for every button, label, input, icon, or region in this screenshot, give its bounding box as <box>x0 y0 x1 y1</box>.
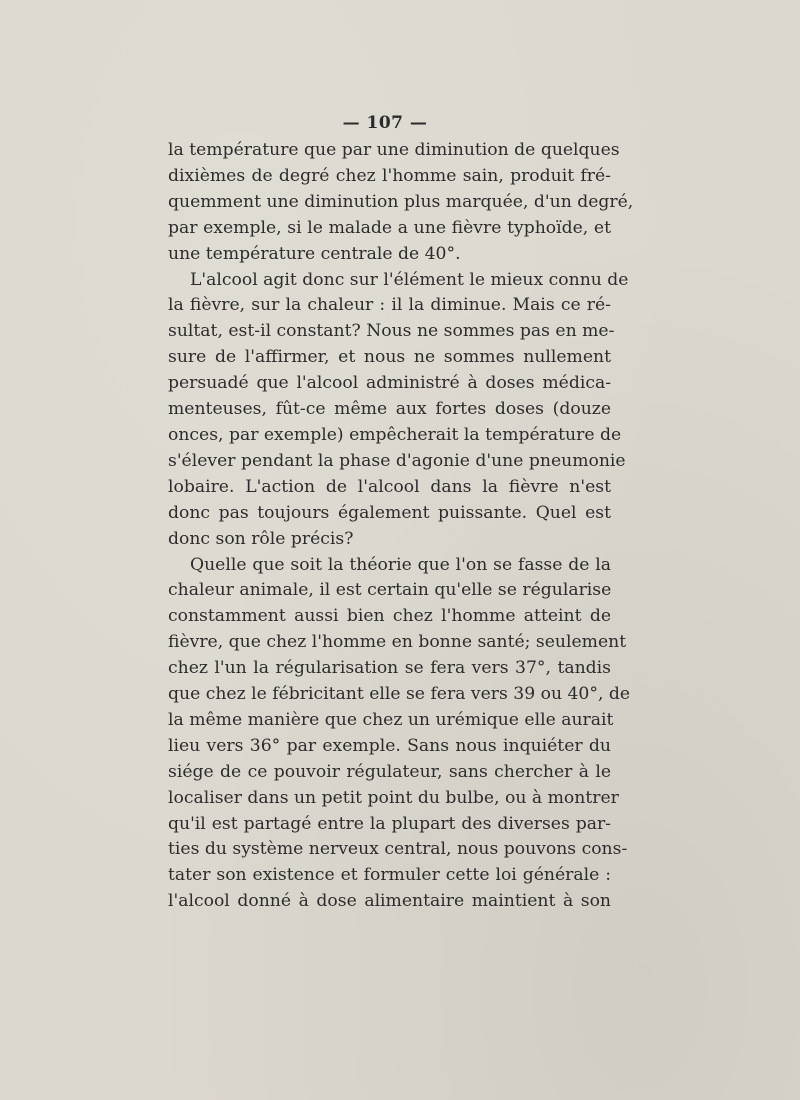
text-line: la température que par une diminution de quelques <box>168 140 620 160</box>
paragraph-3 <box>168 553 631 916</box>
text-line: constamment aussi bien chez l'homme atteint de <box>168 606 611 627</box>
paragraph-1 <box>168 138 634 268</box>
text-line: par exemple, si le malade a une fièvre typhoïde, et <box>168 217 611 238</box>
text-line: ties du système nerveux central, nous pouvons cons- <box>168 839 628 860</box>
text-line: chez l'un la régularisation se fera vers 37°, tandis <box>168 658 611 679</box>
text-line: donc pas toujours également puissante. Quel est <box>168 502 611 523</box>
text-line: L'alcool agit donc sur l'élément le mieux connu de <box>190 269 629 290</box>
text-line: onces, par exemple) empêcherait la température de <box>168 424 622 445</box>
text-line: la fièvre, sur la chaleur : il la diminue. Mais ce ré- <box>168 295 611 316</box>
text-line: qu'il est partagé entre la plupart des diverses par- <box>168 813 611 834</box>
text-line: une température centrale de 40°. <box>168 243 461 264</box>
text-line: siége de ce pouvoir régulateur, sans chercher à le <box>168 761 611 782</box>
text-line: quemment une diminution plus marquée, d'un degré, <box>168 191 634 212</box>
text-line: lieu vers 36° par exemple. Sans nous inquiéter du <box>168 735 611 756</box>
text-line: sultat, est-il constant? Nous ne sommes pas en me- <box>168 321 615 342</box>
text-line: persuadé que l'alcool administré à doses médica- <box>168 373 611 394</box>
text-line: Quelle que soit la théorie que l'on se fasse de la <box>190 554 611 575</box>
text-line: que chez le fébricitant elle se fera vers 39 ou 40°, de <box>168 684 631 705</box>
text-line: fièvre, que chez l'homme en bonne santé; seulement <box>168 632 627 653</box>
text-line: localiser dans un petit point du bulbe, ou à montrer <box>168 787 619 808</box>
text-line: l'alcool donné à dose alimentaire maintient à son <box>168 891 611 912</box>
text-line: s'élever pendant la phase d'agonie d'une pneumonie <box>168 450 626 471</box>
text-line: donc son rôle précis? <box>168 528 354 549</box>
text-line: lobaire. L'action de l'alcool dans la fièvre n'est <box>168 476 611 497</box>
text-line: chaleur animale, il est certain qu'elle se régularise <box>168 580 612 601</box>
text-line: la même manière que chez un urémique elle aurait <box>168 709 614 730</box>
body-text <box>168 138 634 915</box>
text-line: tater son existence et formuler cette loi générale : <box>168 865 611 886</box>
page-number: — 107 — <box>342 113 428 133</box>
text-line: dixièmes de degré chez l'homme sain, produit fré- <box>168 165 611 186</box>
text-line: menteuses, fût-ce même aux fortes doses (douze <box>168 399 611 420</box>
text-line: sure de l'affirmer, et nous ne sommes nullement <box>168 347 611 368</box>
paragraph-2 <box>168 268 629 553</box>
